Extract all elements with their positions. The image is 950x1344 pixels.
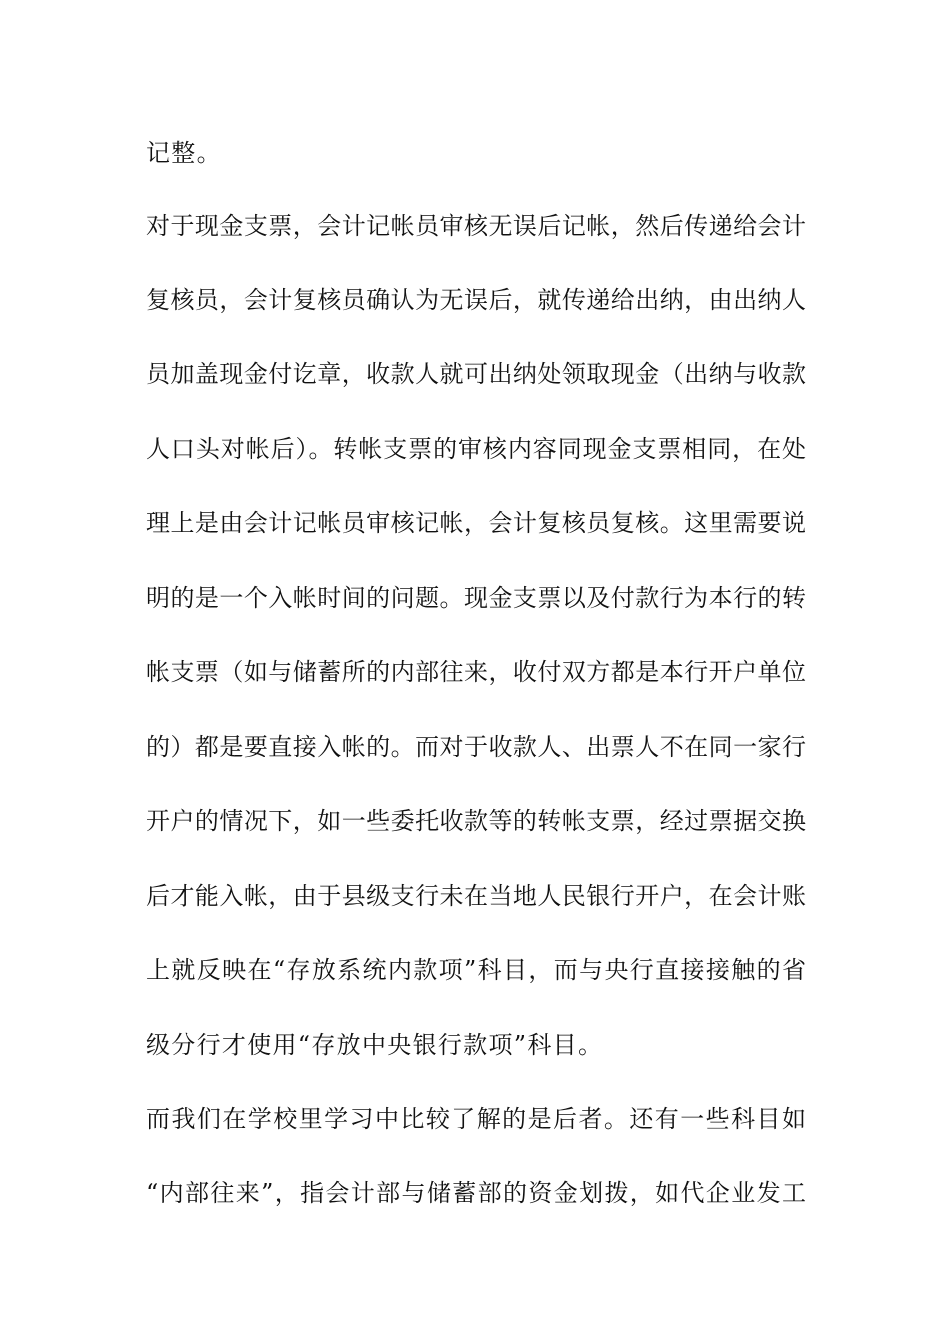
text-line-10: 开户的情况下，如一些委托收款等的转帐支票，经过票据交换: [146, 807, 806, 835]
text-line-8: 帐支票（如与储蓄所的内部往来，收付双方都是本行开户单位: [146, 658, 806, 686]
text-line-1: 记整。: [146, 139, 222, 167]
text-line-3: 复核员，会计复核员确认为无误后，就传递给出纳，由出纳人: [146, 286, 806, 314]
text-line-13: 级分行才使用“存放中央银行款项”科目。: [146, 1031, 604, 1059]
text-line-2: 对于现金支票，会计记帐员审核无误后记帐，然后传递给会计: [146, 212, 806, 240]
text-line-9: 的）都是要直接入帐的。而对于收款人、出票人不在同一家行: [146, 733, 806, 761]
text-line-7: 明的是一个入帐时间的问题。现金支票以及付款行为本行的转: [146, 584, 806, 612]
text-line-11: 后才能入帐，由于县级支行未在当地人民银行开户，在会计账: [146, 882, 806, 910]
text-line-6: 理上是由会计记帐员审核记帐，会计复核员复核。这里需要说: [146, 509, 806, 537]
text-line-4: 员加盖现金付讫章，收款人就可出纳处领取现金（出纳与收款: [146, 360, 806, 388]
text-line-12: 上就反映在“存放系统内款项”科目，而与央行直接接触的省: [146, 956, 806, 984]
text-line-15: “内部往来”，指会计部与储蓄部的资金划拨，如代企业发工: [146, 1179, 806, 1207]
text-line-5: 人口头对帐后）。转帐支票的审核内容同现金支票相同，在处: [146, 435, 806, 463]
text-line-14: 而我们在学校里学习中比较了解的是后者。还有一些科目如: [146, 1105, 806, 1133]
